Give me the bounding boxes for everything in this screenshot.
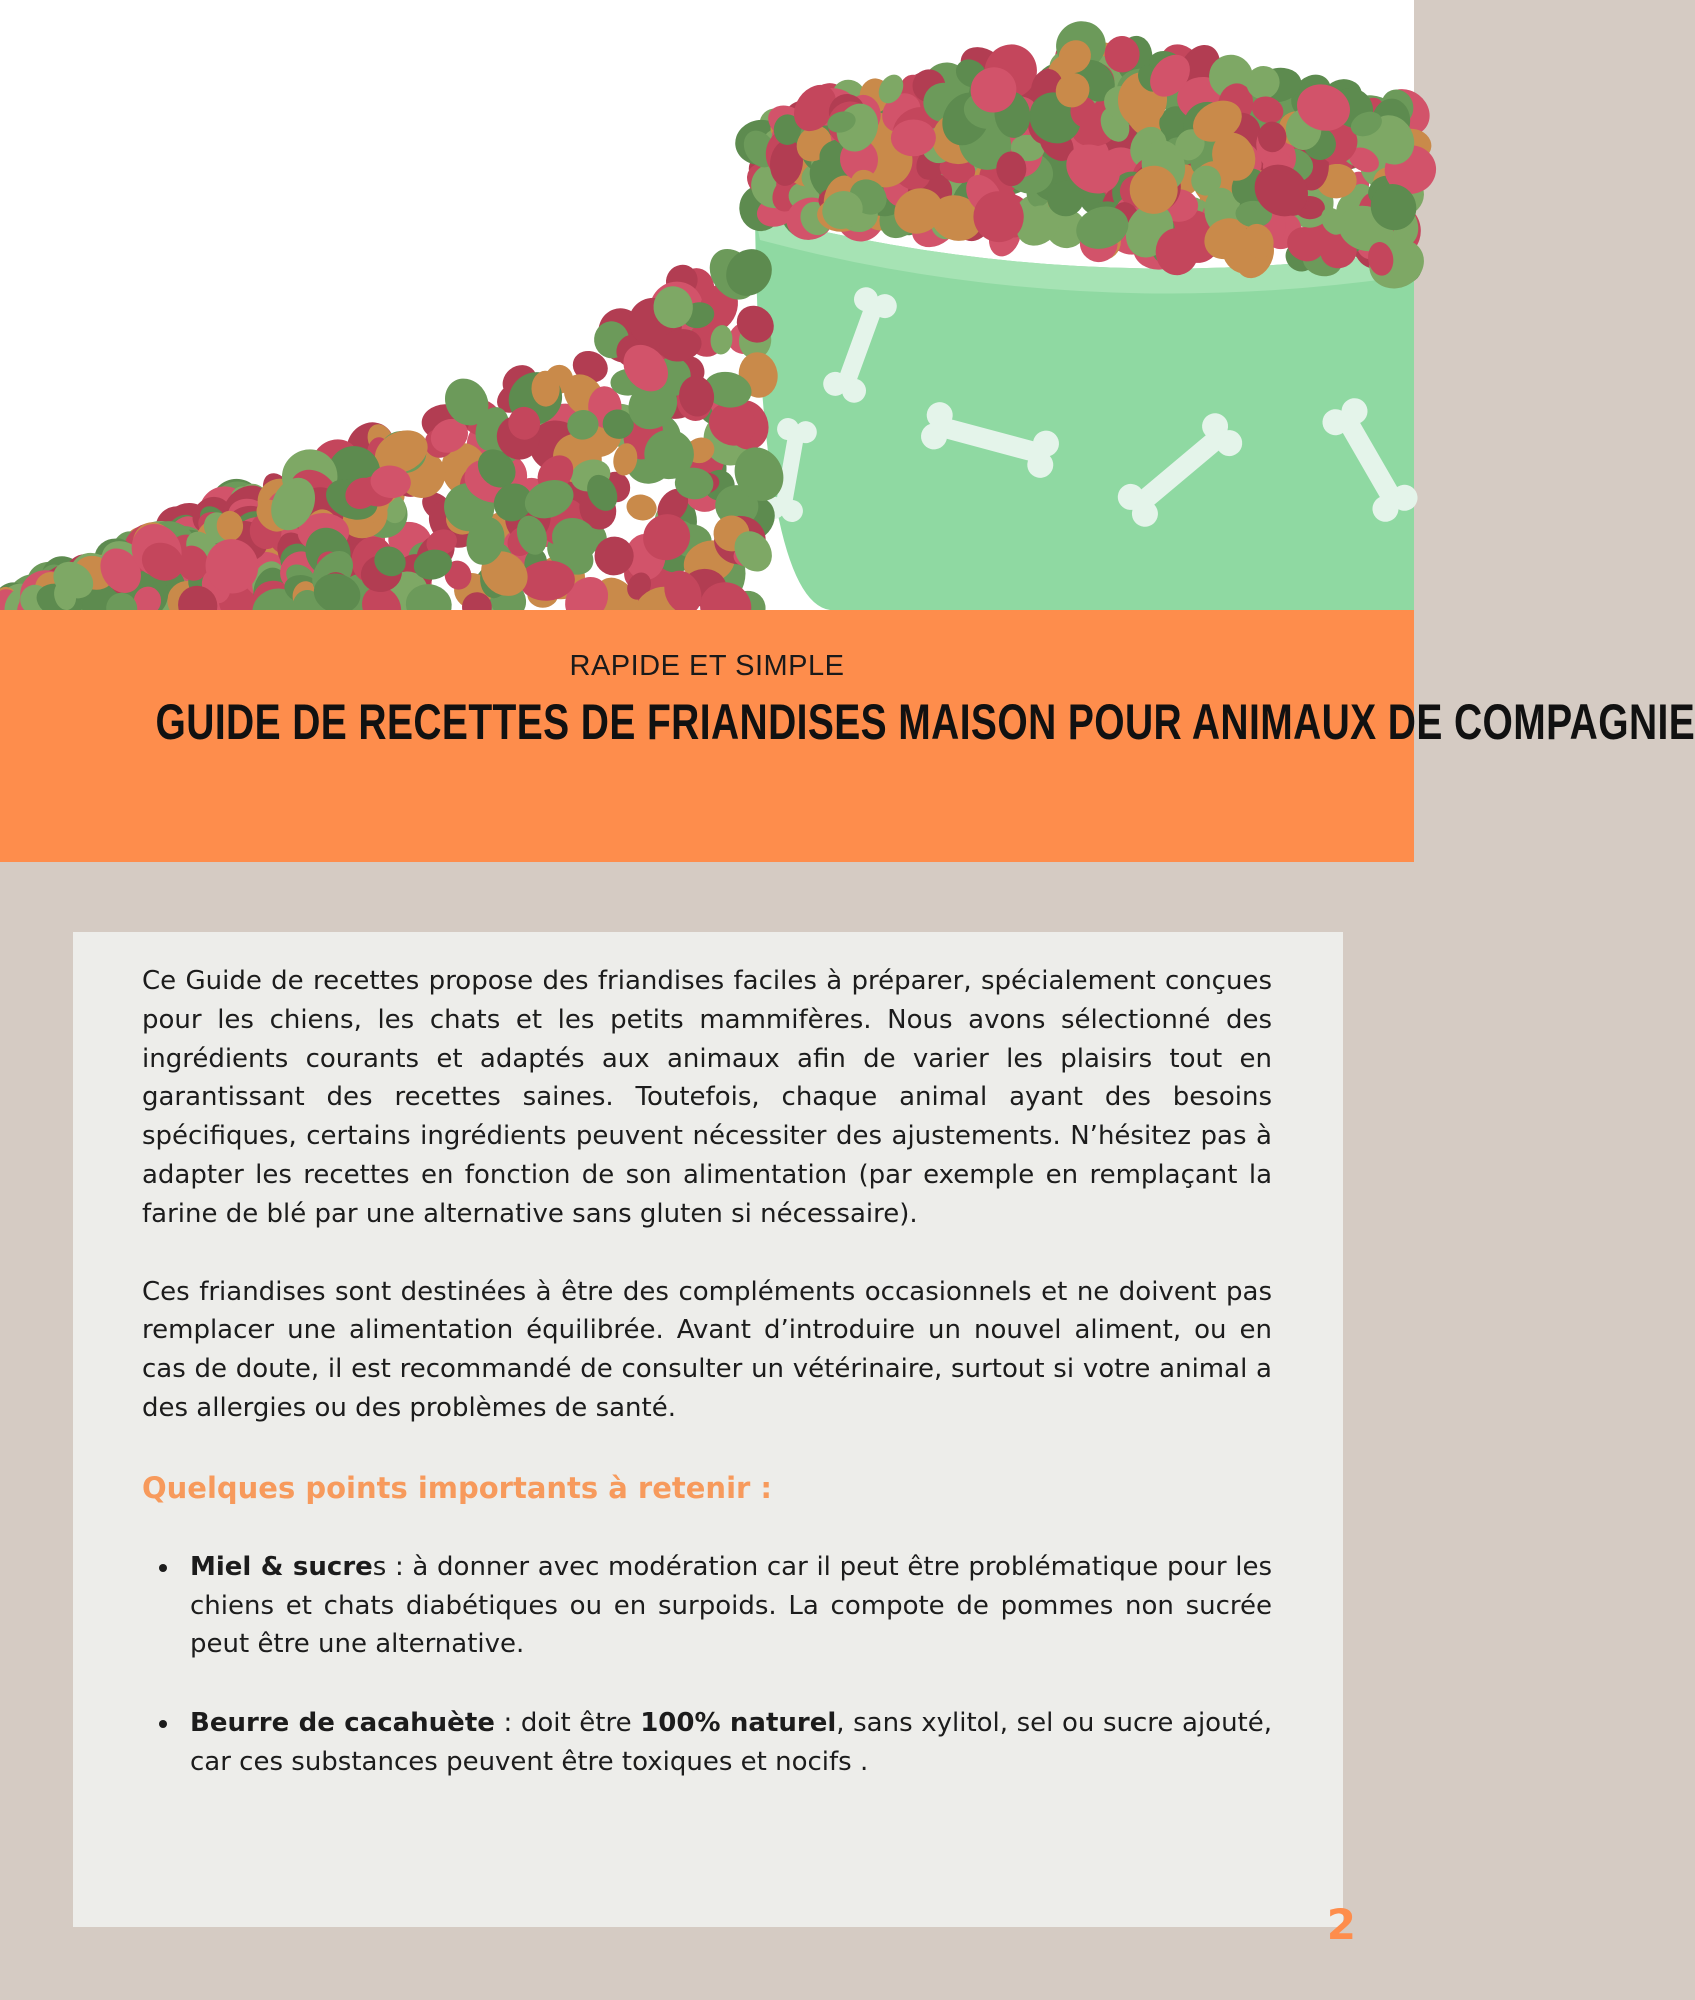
disclaimer-paragraph: Ces friandises sont destinées à être des compléments occasionnels et ne doivent pas remplacer une alimentation équilibrée. Avant d’introduire un nouvel aliment, ou en cas de doute, il est recommandé de consulter un vétérinaire, surtout si votre animal a des allergies ou des problèmes de santé. bbox=[142, 1276, 1272, 1423]
content-body bbox=[142, 962, 1272, 1782]
hero-image bbox=[0, 0, 1414, 610]
bullet-term: Beurre de cacahuète bbox=[190, 1708, 495, 1739]
bullet-text: : à donner avec modération car il peut être problématique pour les chiens et chats diabétiques ou en surpoids. La compote de pommes non sucrée peut être une alternative. bbox=[190, 1551, 1272, 1660]
pet-food-bowl-icon bbox=[0, 0, 1414, 610]
bullet-emphasis: 100% naturel bbox=[640, 1708, 837, 1739]
intro-paragraph: Ce Guide de recettes propose des friandises faciles à préparer, spécialement conçues pour les chiens, les chats et les petits mammifères. Nous avons sélectionné des ingrédients courants et adaptés aux animaux afin de varier les plaisirs tout en garantissant des recettes saines. Toutefois, chaque animal ayant des besoins spécifiques, certains ingrédients peuvent nécessiter des ajustements. N’hésitez pas à adapter les recettes en fonction de son alimentation (par exemple en remplaçant la farine de blé par une alternative sans gluten si nécessaire). bbox=[142, 966, 1272, 1229]
list-item bbox=[142, 1548, 1272, 1664]
content-panel bbox=[73, 932, 1343, 1927]
page-title: GUIDE DE RECETTES DE FRIANDISES MAISON POUR ANIMAUX DE COMPAGNIE bbox=[155, 694, 1695, 750]
bullet-term: Miel & sucre bbox=[190, 1551, 373, 1582]
list-item bbox=[142, 1704, 1272, 1782]
bullet-term-suffix: s bbox=[372, 1551, 387, 1582]
bullet-text: : doit être bbox=[494, 1708, 641, 1739]
bullet-text: , sans xylitol, sel ou sucre ajouté, car ces substances peuvent être toxiques et nocifs . bbox=[190, 1708, 1273, 1777]
important-points-list bbox=[142, 1548, 1272, 1782]
section-subheading: Quelques points importants à retenir : bbox=[142, 1470, 773, 1505]
kicker-text: RAPIDE ET SIMPLE bbox=[569, 650, 845, 682]
page-number: 2 bbox=[1326, 1900, 1356, 1949]
title-band bbox=[0, 610, 1695, 862]
